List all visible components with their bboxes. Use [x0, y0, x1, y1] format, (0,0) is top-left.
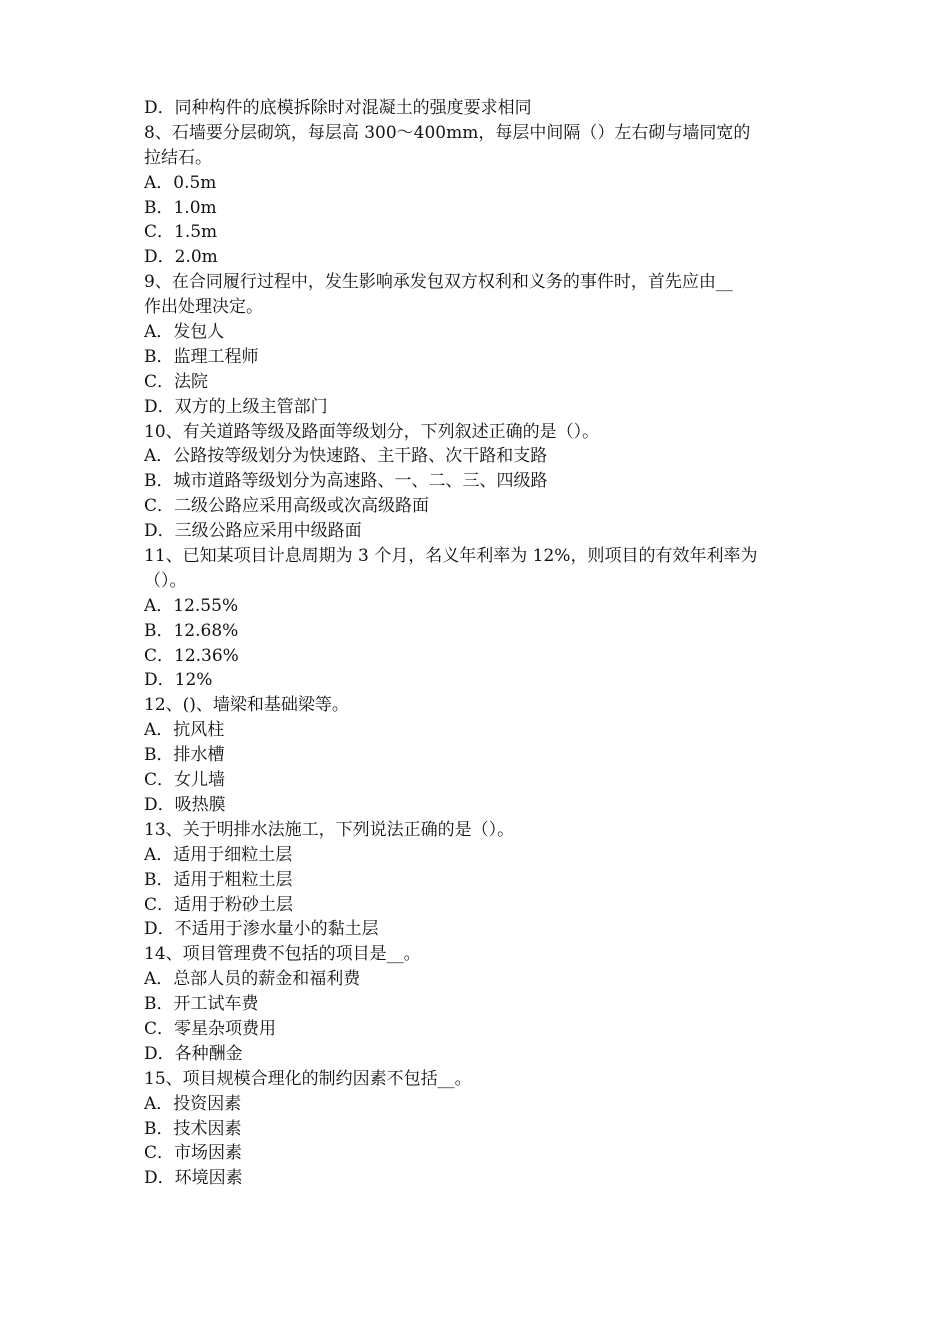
question-item [144, 270, 814, 419]
answer-option: A．适用于细粒土层 [144, 844, 293, 865]
question-stem-line: 拉结石。 [144, 147, 212, 168]
question-item [144, 121, 814, 270]
answer-option: A．12.55% [144, 595, 239, 616]
question-stem-line: （）。 [144, 570, 187, 591]
question-item [144, 420, 814, 544]
answer-option: A．总部人员的薪金和福利费 [144, 969, 361, 990]
answer-option: B．技术因素 [144, 1118, 242, 1139]
answer-option: A．公路按等级划分为快速路、主干路、次干路和支路 [144, 446, 548, 467]
question-stem-line: 15、项目规模合理化的制约因素不包括__。 [144, 1068, 472, 1089]
answer-option: C．零星杂项费用 [144, 1018, 277, 1039]
answer-option: D．不适用于渗水量小的黏土层 [144, 919, 379, 940]
answer-option: C．适用于粉砂土层 [144, 894, 294, 915]
answer-option: C．女儿墙 [144, 770, 226, 791]
question-stem-line: 9、在合同履行过程中，发生影响承发包双方权利和义务的事件时，首先应由__ [144, 272, 733, 293]
document-page [144, 96, 814, 1191]
question-list [144, 121, 814, 1191]
question-item [144, 818, 814, 942]
answer-option: B．适用于粗粒土层 [144, 869, 293, 890]
answer-option: C．12.36% [144, 645, 239, 666]
question-stem-line: 14、项目管理费不包括的项目是__。 [144, 944, 421, 965]
question-item [144, 1067, 814, 1191]
answer-option: D．环境因素 [144, 1168, 243, 1189]
answer-option: A．投资因素 [144, 1093, 242, 1114]
answer-option: D．12% [144, 670, 213, 691]
answer-option: B．12.68% [144, 620, 239, 641]
answer-option: B．1.0m [144, 197, 217, 218]
question-stem-line: 作出处理决定。 [144, 297, 263, 318]
question-item [144, 942, 814, 1066]
answer-option: C．二级公路应采用高级或次高级路面 [144, 496, 430, 517]
intro-option-line: D．同种构件的底模拆除时对混凝土的强度要求相同 [144, 98, 532, 118]
question-item [144, 544, 814, 693]
answer-option: C．法院 [144, 371, 209, 392]
question-stem-line: 13、关于明排水法施工，下列说法正确的是（）。 [144, 819, 515, 840]
answer-option: D．吸热膜 [144, 794, 226, 815]
answer-option: B．排水槽 [144, 745, 225, 766]
question-item [144, 693, 814, 817]
answer-option: D．双方的上级主管部门 [144, 396, 328, 417]
question-stem-line: 12、()、墙梁和基础梁等。 [144, 695, 349, 716]
answer-option: B．开工试车费 [144, 994, 259, 1015]
answer-option: A．抗风柱 [144, 720, 225, 741]
question-stem-line: 8、石墙要分层砌筑，每层高 300～400mm，每层中间隔（）左右砌与墙同宽的 [144, 122, 751, 143]
answer-option: C．1.5m [144, 222, 218, 243]
answer-option: C．市场因素 [144, 1143, 243, 1164]
answer-option: A．0.5m [144, 172, 217, 193]
answer-option: B．监理工程师 [144, 346, 259, 367]
answer-option: D．三级公路应采用中级路面 [144, 521, 362, 542]
question-stem-line: 10、有关道路等级及路面等级划分，下列叙述正确的是（）。 [144, 421, 600, 442]
answer-option: D．各种酬金 [144, 1043, 243, 1064]
answer-option: D．2.0m [144, 247, 218, 268]
question-stem-line: 11、已知某项目计息周期为 3 个月，名义年利率为 12%，则项目的有效年利率为 [144, 546, 758, 567]
answer-option: A．发包人 [144, 322, 225, 343]
answer-option: B．城市道路等级划分为高速路、一、二、三、四级路 [144, 471, 548, 492]
